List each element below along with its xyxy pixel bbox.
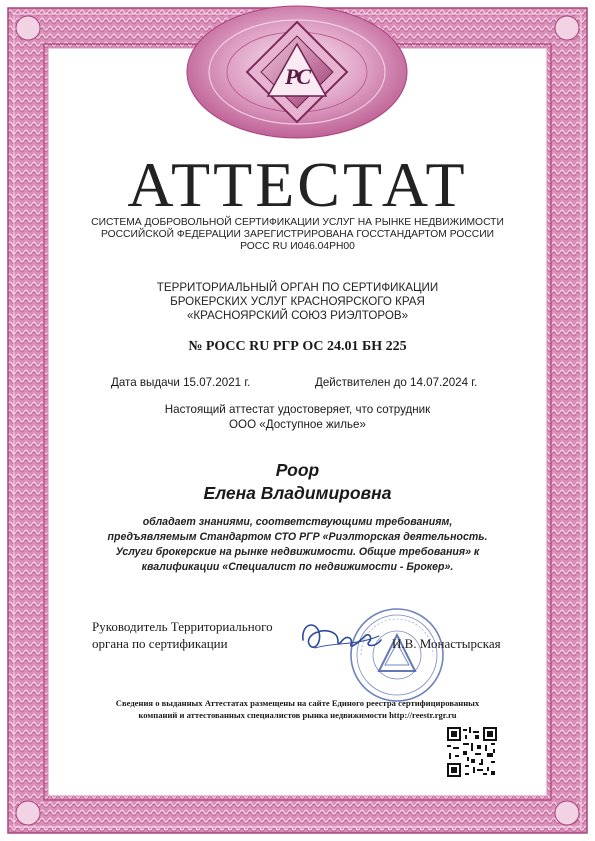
qr-code (447, 727, 497, 777)
footer-line-1: Сведения о выданных Аттестатах размещены на сайте Единого реестра сертифицированных (115, 698, 480, 708)
holder-name: Елена Владимировна (203, 483, 392, 503)
system-line-1: СИСТЕМА ДОБРОВОЛЬНОЙ СЕРТИФИКАЦИИ УСЛУГ НА РЫНКЕ НЕДВИЖИМОСТИ (91, 217, 504, 228)
signatory-title-line-1: Руководитель Территориального (92, 619, 273, 634)
organ-line-3: «КРАСНОЯРСКИЙ СОЮЗ РИЭЛТОРОВ» (186, 309, 409, 322)
attest-line-2: ООО «Доступное жилье» (229, 418, 366, 431)
qualification-line-1: обладает знаниями, соответствующими требованиям, (142, 516, 453, 528)
qualification-line-4: квалификации «Специалист по недвижимости - Брокер». (141, 561, 454, 573)
valid-until: Действителен до 14.07.2024 г. (315, 376, 478, 389)
system-line-3: РОСС RU И046.04РН00 (240, 241, 355, 252)
footer-line-2: компаний и аттестованных специалистов рынка недвижимости http://reestr.rgr.ru (138, 710, 457, 720)
signature (295, 612, 385, 662)
organ-line-2: БРОКЕРСКИХ УСЛУГ КРАСНОЯРСКОГО КРАЯ (170, 295, 425, 308)
system-line-2: РОССИЙСКОЙ ФЕДЕРАЦИИ ЗАРЕГИСТРИРОВАНА ГОССТАНДАРТОМ РОССИИ (100, 229, 495, 240)
organ-line-1: ТЕРРИТОРИАЛЬНЫЙ ОРГАН ПО СЕРТИФИКАЦИИ (156, 281, 439, 294)
qualification-line-3: Услуги брокерские на рынке недвижимости. Общие требования» к (115, 546, 480, 558)
holder-surname: Роор (275, 460, 320, 480)
certificate-number: № РОСС RU РГР ОС 24.01 БН 225 (188, 339, 407, 354)
emblem-letters: РС (284, 64, 310, 89)
signatory-title-line-2: органа по сертификации (92, 636, 228, 651)
attest-line-1: Настоящий аттестат удостоверяет, что сотрудник (164, 403, 431, 416)
signatory-name: И.В. Монастырская (392, 636, 501, 651)
issue-date: Дата выдачи 15.07.2021 г. (111, 376, 251, 389)
certificate-title: АТТЕСТАТ (127, 149, 468, 220)
qualification-line-2: предъявляемым Стандартом СТО РГР «Риэлторская деятельность. (107, 531, 488, 543)
